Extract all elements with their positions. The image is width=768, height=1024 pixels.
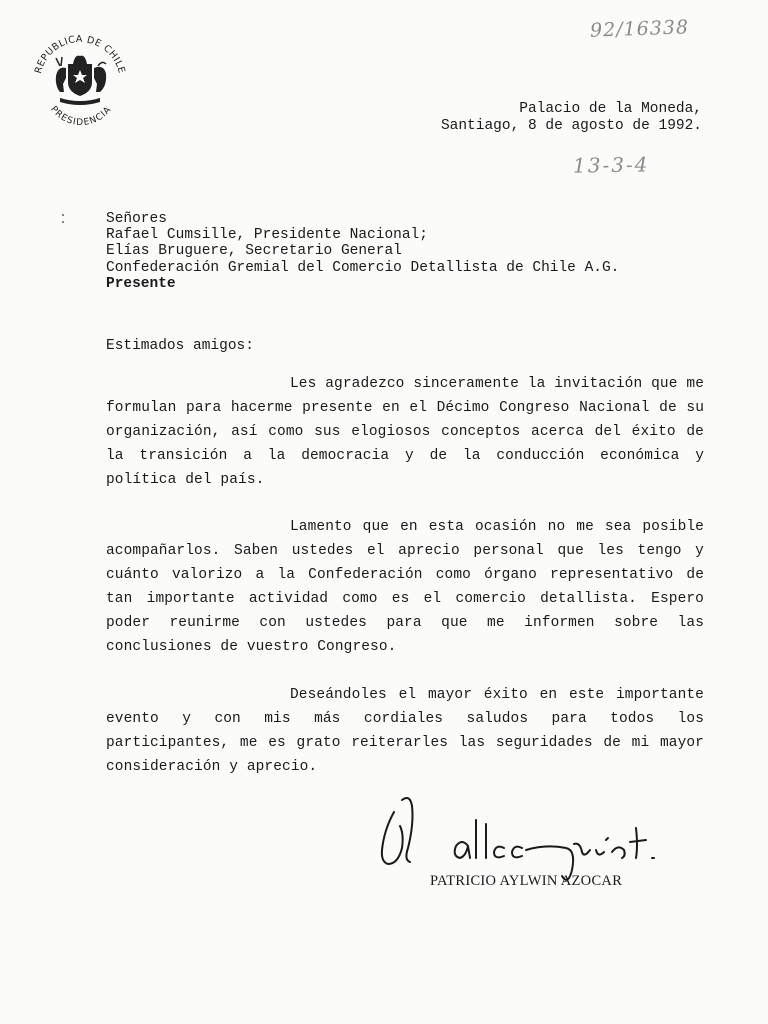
body-paragraph: Les agradezco sinceramente la invitación que me formulan para hacerme presente en el Décimo Congreso Nacional de su organización, así como sus elogiosos conceptos acerca del éxito de la transición a la democracia y de la conducción económica y política del país. <box>106 376 704 488</box>
body-paragraph: Lamento que en esta ocasión no me sea posible acompañarlos. Saben ustedes el aprecio personal que les tengo y cuánto valorizo a la Confederación como órgano representativo de tan importante actividad como es el comercio detallista. Espero poder reunirme con ustedes para que me informen sobre las conclusiones de vuestro Congreso. <box>106 519 704 655</box>
signer-name: PATRICIO AYLWIN AZOCAR <box>430 873 623 889</box>
reference-code-handwritten: 13-3-4 <box>572 152 650 178</box>
margin-mark <box>61 212 64 226</box>
addressee-line: Confederación Gremial del Comercio Detallista de Chile A.G. <box>106 259 620 276</box>
addressee-block <box>106 211 619 292</box>
svg-text:PRESIDENCIA <box>48 105 114 128</box>
seal-ring-bottom: PRESIDENCIA <box>48 104 114 129</box>
addressee-presente: Presente <box>106 275 176 292</box>
salutation: Estimados amigos: <box>106 338 254 354</box>
date-line: Santiago, 8 de agosto de 1992. <box>440 118 702 134</box>
addressee-line: Elías Bruguere, Secretario General <box>106 243 402 260</box>
seal-ring-top: REPUBLICA DE CHILE <box>32 33 128 75</box>
archive-number-handwritten: 92/16338 <box>589 16 690 42</box>
presidential-seal-icon <box>28 26 132 130</box>
place-line: Palacio de la Moneda, <box>519 101 702 117</box>
addressee-line: Señores <box>106 211 167 227</box>
place-date-block <box>441 101 702 135</box>
body-paragraph: Deseándoles el mayor éxito en este importante evento y con mis más cordiales saludos para todos los participantes, me es grato reiterarles las seguridades de mi mayor consideración y aprecio. <box>106 687 704 775</box>
addressee-line: Rafael Cumsille, Presidente Nacional; <box>106 227 428 244</box>
